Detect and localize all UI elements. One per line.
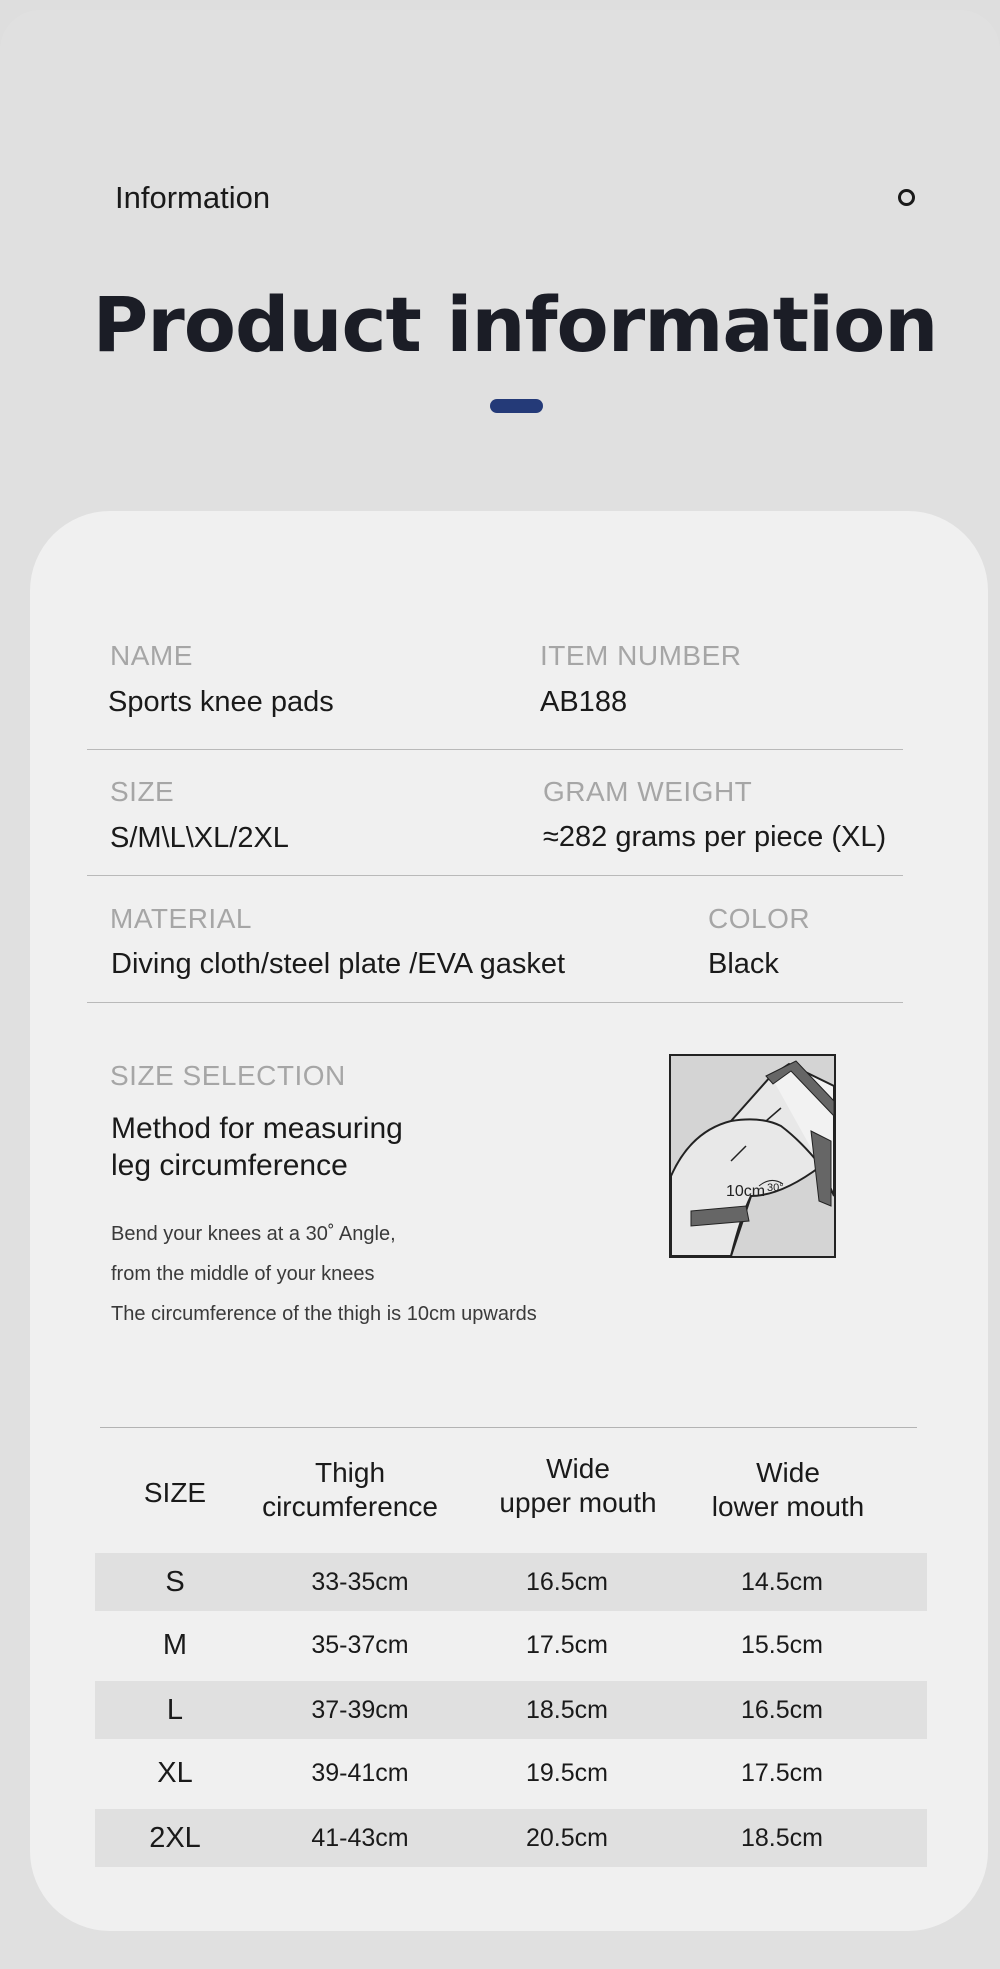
item-number-value: AB188: [540, 686, 628, 718]
table-cell-thigh: 33-35cm: [311, 1568, 409, 1596]
measure-instruction: Bend your knees at a 30˚ Angle,: [111, 1223, 396, 1245]
table-cell-size: S: [165, 1566, 185, 1598]
table-cell-thigh: 35-37cm: [311, 1631, 409, 1659]
table-cell-lower: 18.5cm: [741, 1824, 823, 1852]
table-cell-size: XL: [157, 1757, 193, 1789]
table-top-rule: [100, 1427, 917, 1428]
divider: [87, 749, 903, 750]
table-cell-upper: 20.5cm: [526, 1824, 608, 1852]
measure-title-line1: Method for measuring: [111, 1112, 403, 1145]
title-accent-bar: [490, 399, 543, 413]
table-cell-size: M: [162, 1629, 188, 1661]
table-cell-thigh: 37-39cm: [311, 1696, 409, 1724]
color-label: COLOR: [708, 903, 811, 934]
table-header-size: SIZE: [143, 1477, 207, 1508]
divider: [87, 1002, 903, 1003]
table-cell-lower: 15.5cm: [741, 1631, 823, 1659]
gram-weight-value: ≈282 grams per piece (XL): [543, 821, 887, 853]
knee-measurement-diagram: [669, 1054, 836, 1258]
table-cell-upper: 19.5cm: [526, 1759, 608, 1787]
table-cell-lower: 14.5cm: [741, 1568, 823, 1596]
measure-instruction: The circumference of the thigh is 10cm upwards: [111, 1303, 537, 1325]
name-value: Sports knee pads: [108, 686, 334, 718]
size-value: S/M\L\XL/2XL: [110, 822, 289, 854]
measure-instruction: from the middle of your knees: [111, 1263, 375, 1285]
size-selection-label: SIZE SELECTION: [110, 1060, 346, 1091]
table-cell-thigh: 39-41cm: [311, 1759, 409, 1787]
table-cell-size: L: [166, 1694, 184, 1726]
size-label: SIZE: [110, 776, 175, 807]
table-cell-lower: 17.5cm: [741, 1759, 823, 1787]
table-cell-upper: 18.5cm: [526, 1696, 608, 1724]
table-row: [95, 1553, 927, 1611]
table-cell-thigh: 41-43cm: [311, 1824, 409, 1852]
name-label: NAME: [110, 640, 193, 671]
item-number-label: ITEM NUMBER: [540, 640, 742, 671]
color-value: Black: [708, 948, 779, 980]
table-header-upper-mouth: Wide upper mouth: [499, 1453, 657, 1518]
table-row: [95, 1809, 927, 1867]
material-value: Diving cloth/steel plate /EVA gasket: [111, 948, 566, 980]
table-cell-size: 2XL: [149, 1822, 201, 1854]
table-cell-upper: 17.5cm: [526, 1631, 608, 1659]
table-cell-lower: 16.5cm: [741, 1696, 823, 1724]
page-title: Product information: [92, 280, 938, 369]
knee-illustration: [671, 1056, 834, 1256]
gram-weight-label: GRAM WEIGHT: [543, 776, 753, 807]
table-row: [95, 1744, 927, 1802]
table-cell-upper: 16.5cm: [526, 1568, 608, 1596]
measure-title: [111, 1110, 403, 1184]
diagram-angle-label: 30°: [767, 1182, 784, 1194]
divider: [87, 875, 903, 876]
diagram-length-label: 10cm: [726, 1183, 766, 1200]
material-label: MATERIAL: [110, 903, 252, 934]
table-header-lower-mouth: Wide lower mouth: [711, 1457, 865, 1522]
circle-icon: [898, 189, 915, 206]
section-label: Information: [115, 180, 271, 215]
table-row: [95, 1616, 927, 1674]
table-header-thigh: Thigh circumference: [262, 1457, 438, 1522]
measure-title-line2: leg circumference: [111, 1149, 348, 1182]
table-row: [95, 1681, 927, 1739]
